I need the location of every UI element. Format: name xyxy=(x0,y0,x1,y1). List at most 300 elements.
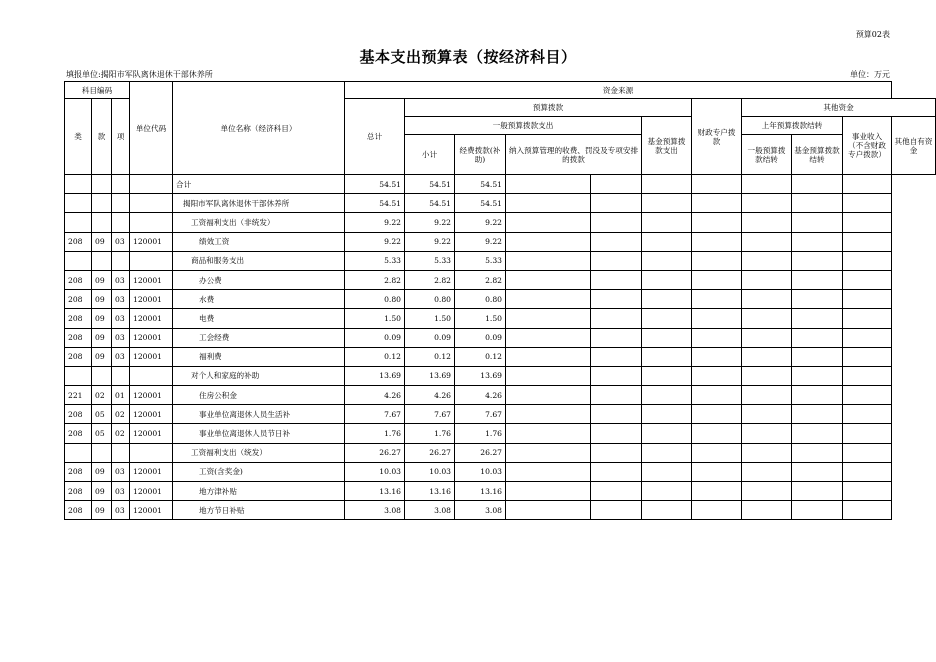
row-funding: 0.12 xyxy=(455,347,506,366)
row-unit-code xyxy=(130,366,173,385)
header-prior-year: 上年预算拨款结转 xyxy=(742,117,843,135)
row-unit-name: 地方节日补贴 xyxy=(173,501,345,520)
row-kuan: 09 xyxy=(92,462,112,481)
row-kuan: 05 xyxy=(92,424,112,443)
row-managed-income xyxy=(506,213,591,232)
row-general-carry xyxy=(692,424,742,443)
row-unit-name: 绩效工资 xyxy=(173,232,345,251)
row-xiang: 03 xyxy=(112,309,130,328)
table-row xyxy=(65,270,936,289)
row-general-carry xyxy=(692,232,742,251)
row-unit-code xyxy=(130,194,173,213)
row-xiang: 02 xyxy=(112,405,130,424)
row-fund-budget xyxy=(591,443,642,462)
row-general-carry xyxy=(692,175,742,194)
row-funding: 54.51 xyxy=(455,194,506,213)
row-managed-income xyxy=(506,194,591,213)
row-fiscal-special xyxy=(642,213,692,232)
row-total: 0.80 xyxy=(345,290,405,309)
row-other-self xyxy=(843,443,892,462)
row-total: 54.51 xyxy=(345,194,405,213)
table-row xyxy=(65,194,936,213)
row-fund-budget xyxy=(591,309,642,328)
row-fund-budget xyxy=(591,424,642,443)
row-lei: 221 xyxy=(65,386,92,405)
row-total: 9.22 xyxy=(345,213,405,232)
row-fiscal-special xyxy=(642,290,692,309)
row-unit-code: 120001 xyxy=(130,290,173,309)
row-unit-name: 对个人和家庭的补助 xyxy=(173,366,345,385)
header-xiang: 项 xyxy=(112,99,130,175)
row-lei: 208 xyxy=(65,309,92,328)
row-kuan xyxy=(92,251,112,270)
row-fund-budget xyxy=(591,482,642,501)
header-fund-source: 资金来源 xyxy=(345,82,892,99)
row-general-carry xyxy=(692,213,742,232)
row-funding: 1.50 xyxy=(455,309,506,328)
row-unit-name: 工会经费 xyxy=(173,328,345,347)
row-total: 1.76 xyxy=(345,424,405,443)
row-xiang: 03 xyxy=(112,270,130,289)
row-business-income xyxy=(792,213,843,232)
row-total: 26.27 xyxy=(345,443,405,462)
row-fiscal-special xyxy=(642,232,692,251)
row-fund-carry xyxy=(742,424,792,443)
row-xiang xyxy=(112,443,130,462)
row-unit-code: 120001 xyxy=(130,347,173,366)
row-kuan: 09 xyxy=(92,232,112,251)
row-business-income xyxy=(792,290,843,309)
row-funding: 4.26 xyxy=(455,386,506,405)
header-subject-code: 科目编码 xyxy=(65,82,130,99)
row-general-carry xyxy=(692,482,742,501)
row-subtotal: 9.22 xyxy=(405,232,455,251)
row-funding: 0.09 xyxy=(455,328,506,347)
row-unit-code: 120001 xyxy=(130,309,173,328)
row-funding: 3.08 xyxy=(455,501,506,520)
row-xiang: 01 xyxy=(112,386,130,405)
row-fund-budget xyxy=(591,232,642,251)
row-other-self xyxy=(843,482,892,501)
row-subtotal: 0.80 xyxy=(405,290,455,309)
table-row xyxy=(65,482,936,501)
row-managed-income xyxy=(506,309,591,328)
row-business-income xyxy=(792,309,843,328)
row-fiscal-special xyxy=(642,328,692,347)
row-subtotal: 9.22 xyxy=(405,213,455,232)
row-fiscal-special xyxy=(642,386,692,405)
row-fund-carry xyxy=(742,386,792,405)
table-row xyxy=(65,347,936,366)
row-lei: 208 xyxy=(65,405,92,424)
row-business-income xyxy=(792,270,843,289)
row-fiscal-special xyxy=(642,424,692,443)
row-other-self xyxy=(843,386,892,405)
row-other-self xyxy=(843,366,892,385)
page-title: 基本支出预算表（按经济科目） xyxy=(359,48,577,66)
row-business-income xyxy=(792,251,843,270)
row-xiang: 03 xyxy=(112,328,130,347)
table-row xyxy=(65,462,936,481)
row-managed-income xyxy=(506,482,591,501)
row-fiscal-special xyxy=(642,482,692,501)
row-kuan xyxy=(92,194,112,213)
row-xiang: 03 xyxy=(112,482,130,501)
table-row xyxy=(65,386,936,405)
header-total: 总计 xyxy=(345,99,405,175)
row-other-self xyxy=(843,462,892,481)
row-fund-carry xyxy=(742,290,792,309)
row-general-carry xyxy=(692,347,742,366)
row-general-carry xyxy=(692,462,742,481)
row-business-income xyxy=(792,194,843,213)
header-general-carry: 一般预算拨款结转 xyxy=(742,135,792,175)
row-managed-income xyxy=(506,405,591,424)
row-business-income xyxy=(792,443,843,462)
row-fiscal-special xyxy=(642,309,692,328)
row-managed-income xyxy=(506,501,591,520)
row-managed-income xyxy=(506,443,591,462)
row-kuan: 09 xyxy=(92,290,112,309)
row-managed-income xyxy=(506,424,591,443)
row-fund-carry xyxy=(742,443,792,462)
row-unit-name: 事业单位离退休人员节日补 xyxy=(173,424,345,443)
row-other-self xyxy=(843,309,892,328)
row-general-carry xyxy=(692,251,742,270)
header-unit-name: 单位名称（经济科目） xyxy=(173,82,345,175)
row-lei: 208 xyxy=(65,290,92,309)
row-subtotal: 1.76 xyxy=(405,424,455,443)
table-row xyxy=(65,213,936,232)
row-fund-carry xyxy=(742,366,792,385)
row-unit-name: 福利费 xyxy=(173,347,345,366)
row-total: 13.69 xyxy=(345,366,405,385)
row-general-carry xyxy=(692,290,742,309)
row-other-self xyxy=(843,328,892,347)
row-total: 2.82 xyxy=(345,270,405,289)
row-fund-carry xyxy=(742,347,792,366)
row-fund-budget xyxy=(591,405,642,424)
row-unit-code xyxy=(130,175,173,194)
row-business-income xyxy=(792,347,843,366)
row-other-self xyxy=(843,405,892,424)
row-lei: 208 xyxy=(65,501,92,520)
row-lei: 208 xyxy=(65,482,92,501)
row-fiscal-special xyxy=(642,366,692,385)
row-unit-code xyxy=(130,443,173,462)
table-row xyxy=(65,232,936,251)
row-other-self xyxy=(843,270,892,289)
row-fund-budget xyxy=(591,501,642,520)
row-subtotal: 13.16 xyxy=(405,482,455,501)
budget-table xyxy=(64,81,936,520)
row-kuan: 09 xyxy=(92,501,112,520)
row-managed-income xyxy=(506,462,591,481)
row-fund-budget xyxy=(591,213,642,232)
row-xiang: 03 xyxy=(112,347,130,366)
row-unit-code xyxy=(130,213,173,232)
row-total: 0.09 xyxy=(345,328,405,347)
row-unit-name: 事业单位离退休人员生活补 xyxy=(173,405,345,424)
table-row xyxy=(65,251,936,270)
row-fund-carry xyxy=(742,328,792,347)
row-unit-code xyxy=(130,251,173,270)
row-fund-budget xyxy=(591,366,642,385)
row-unit-name: 揭阳市军队离休退休干部休养所 xyxy=(173,194,345,213)
row-subtotal: 0.12 xyxy=(405,347,455,366)
row-business-income xyxy=(792,386,843,405)
header-other-self: 其他自有资金 xyxy=(892,117,936,175)
row-lei: 208 xyxy=(65,270,92,289)
row-other-self xyxy=(843,501,892,520)
row-xiang xyxy=(112,251,130,270)
row-lei: 208 xyxy=(65,328,92,347)
row-unit-name: 商品和服务支出 xyxy=(173,251,345,270)
header-fund-carry: 基金预算拨款结转 xyxy=(792,135,843,175)
row-general-carry xyxy=(692,405,742,424)
row-total: 5.33 xyxy=(345,251,405,270)
row-subtotal: 26.27 xyxy=(405,443,455,462)
row-kuan xyxy=(92,175,112,194)
header-unit-code: 单位代码 xyxy=(130,82,173,175)
row-subtotal: 5.33 xyxy=(405,251,455,270)
row-funding: 13.16 xyxy=(455,482,506,501)
row-fiscal-special xyxy=(642,270,692,289)
row-subtotal: 1.50 xyxy=(405,309,455,328)
row-other-self xyxy=(843,213,892,232)
row-xiang: 03 xyxy=(112,290,130,309)
row-other-self xyxy=(843,347,892,366)
table-row xyxy=(65,175,936,194)
row-unit-code: 120001 xyxy=(130,328,173,347)
row-lei xyxy=(65,443,92,462)
row-managed-income xyxy=(506,270,591,289)
row-other-self xyxy=(843,194,892,213)
row-other-self xyxy=(843,232,892,251)
row-kuan xyxy=(92,443,112,462)
row-fund-carry xyxy=(742,309,792,328)
row-kuan: 02 xyxy=(92,386,112,405)
header-managed-income: 纳入预算管理的收费、罚没及专项安排的拨款 xyxy=(506,135,642,175)
row-fund-carry xyxy=(742,213,792,232)
row-subtotal: 4.26 xyxy=(405,386,455,405)
row-xiang xyxy=(112,366,130,385)
row-subtotal: 54.51 xyxy=(405,175,455,194)
row-lei xyxy=(65,251,92,270)
row-fiscal-special xyxy=(642,251,692,270)
row-total: 13.16 xyxy=(345,482,405,501)
row-managed-income xyxy=(506,232,591,251)
row-lei xyxy=(65,213,92,232)
row-fund-budget xyxy=(591,462,642,481)
row-general-carry xyxy=(692,501,742,520)
row-fund-budget xyxy=(591,270,642,289)
row-funding: 26.27 xyxy=(455,443,506,462)
row-kuan: 09 xyxy=(92,328,112,347)
row-managed-income xyxy=(506,251,591,270)
row-unit-name: 办公费 xyxy=(173,270,345,289)
row-fund-budget xyxy=(591,175,642,194)
row-xiang xyxy=(112,213,130,232)
row-fund-carry xyxy=(742,482,792,501)
row-total: 10.03 xyxy=(345,462,405,481)
row-general-carry xyxy=(692,366,742,385)
row-other-self xyxy=(843,251,892,270)
row-total: 3.08 xyxy=(345,501,405,520)
row-funding: 5.33 xyxy=(455,251,506,270)
row-subtotal: 54.51 xyxy=(405,194,455,213)
header-general-budget: 一般预算拨款支出 xyxy=(405,117,642,135)
row-lei: 208 xyxy=(65,424,92,443)
row-unit-code: 120001 xyxy=(130,386,173,405)
row-other-self xyxy=(843,424,892,443)
row-general-carry xyxy=(692,443,742,462)
row-xiang xyxy=(112,175,130,194)
row-business-income xyxy=(792,405,843,424)
row-business-income xyxy=(792,424,843,443)
row-funding: 9.22 xyxy=(455,213,506,232)
row-business-income xyxy=(792,175,843,194)
row-business-income xyxy=(792,462,843,481)
row-business-income xyxy=(792,501,843,520)
header-lei: 类 xyxy=(65,99,92,175)
row-unit-name: 工资福利支出（非统发） xyxy=(173,213,345,232)
table-row xyxy=(65,328,936,347)
header-other-funds: 其他资金 xyxy=(742,99,936,117)
header-funding: 经费拨款(补助) xyxy=(455,135,506,175)
form-number: 预算02表 xyxy=(855,30,890,39)
header-business-income: 事业收入（不含财政专户拨款） xyxy=(843,117,892,175)
row-business-income xyxy=(792,482,843,501)
row-kuan: 09 xyxy=(92,309,112,328)
row-funding: 7.67 xyxy=(455,405,506,424)
row-fund-budget xyxy=(591,386,642,405)
row-funding: 54.51 xyxy=(455,175,506,194)
table-row xyxy=(65,309,936,328)
row-unit-name: 水费 xyxy=(173,290,345,309)
row-unit-code: 120001 xyxy=(130,424,173,443)
row-funding: 10.03 xyxy=(455,462,506,481)
row-fiscal-special xyxy=(642,194,692,213)
row-total: 54.51 xyxy=(345,175,405,194)
row-fiscal-special xyxy=(642,443,692,462)
row-managed-income xyxy=(506,386,591,405)
table-row xyxy=(65,290,936,309)
row-fund-budget xyxy=(591,290,642,309)
row-xiang: 03 xyxy=(112,501,130,520)
header-fund-budget: 基金预算拨款支出 xyxy=(642,117,692,175)
header-subtotal: 小计 xyxy=(405,135,455,175)
row-subtotal: 10.03 xyxy=(405,462,455,481)
row-general-carry xyxy=(692,194,742,213)
row-managed-income xyxy=(506,290,591,309)
row-fund-carry xyxy=(742,251,792,270)
row-kuan: 09 xyxy=(92,270,112,289)
row-managed-income xyxy=(506,175,591,194)
row-fund-budget xyxy=(591,328,642,347)
table-row xyxy=(65,443,936,462)
row-total: 1.50 xyxy=(345,309,405,328)
row-unit-code: 120001 xyxy=(130,405,173,424)
row-subtotal: 3.08 xyxy=(405,501,455,520)
header-fiscal-special: 财政专户拨款 xyxy=(692,99,742,175)
row-unit-code: 120001 xyxy=(130,232,173,251)
row-managed-income xyxy=(506,328,591,347)
row-unit-code: 120001 xyxy=(130,270,173,289)
row-kuan xyxy=(92,213,112,232)
row-funding: 9.22 xyxy=(455,232,506,251)
row-general-carry xyxy=(692,309,742,328)
row-subtotal: 2.82 xyxy=(405,270,455,289)
row-funding: 1.76 xyxy=(455,424,506,443)
row-subtotal: 13.69 xyxy=(405,366,455,385)
row-subtotal: 0.09 xyxy=(405,328,455,347)
row-lei xyxy=(65,175,92,194)
row-lei: 208 xyxy=(65,347,92,366)
row-kuan: 05 xyxy=(92,405,112,424)
header-budget-alloc: 预算拨款 xyxy=(405,99,692,117)
row-fiscal-special xyxy=(642,405,692,424)
row-total: 9.22 xyxy=(345,232,405,251)
row-lei: 208 xyxy=(65,232,92,251)
row-unit-code: 120001 xyxy=(130,482,173,501)
row-business-income xyxy=(792,366,843,385)
row-kuan: 09 xyxy=(92,347,112,366)
row-funding: 0.80 xyxy=(455,290,506,309)
row-business-income xyxy=(792,328,843,347)
row-general-carry xyxy=(692,386,742,405)
row-unit-name: 地方津补贴 xyxy=(173,482,345,501)
row-total: 7.67 xyxy=(345,405,405,424)
header-kuan: 款 xyxy=(92,99,112,175)
row-lei xyxy=(65,366,92,385)
row-fund-carry xyxy=(742,270,792,289)
row-other-self xyxy=(843,290,892,309)
row-fund-budget xyxy=(591,194,642,213)
row-unit-name: 工资(含奖金) xyxy=(173,462,345,481)
row-xiang: 03 xyxy=(112,232,130,251)
row-fund-budget xyxy=(591,347,642,366)
row-fund-carry xyxy=(742,232,792,251)
row-xiang xyxy=(112,194,130,213)
row-xiang: 03 xyxy=(112,462,130,481)
row-managed-income xyxy=(506,347,591,366)
reporting-unit: 填报单位:揭阳市军队离休退休干部休养所 xyxy=(66,70,213,79)
row-business-income xyxy=(792,232,843,251)
table-row xyxy=(65,366,936,385)
row-fiscal-special xyxy=(642,347,692,366)
row-fund-carry xyxy=(742,175,792,194)
table-row xyxy=(65,424,936,443)
row-fund-carry xyxy=(742,194,792,213)
row-fiscal-special xyxy=(642,501,692,520)
row-unit-name: 住房公积金 xyxy=(173,386,345,405)
row-general-carry xyxy=(692,328,742,347)
row-fund-carry xyxy=(742,462,792,481)
currency-unit: 单位：万元 xyxy=(850,70,890,79)
row-unit-name: 工资福利支出（统发） xyxy=(173,443,345,462)
row-xiang: 02 xyxy=(112,424,130,443)
row-fiscal-special xyxy=(642,462,692,481)
table-row xyxy=(65,501,936,520)
row-other-self xyxy=(843,175,892,194)
row-general-carry xyxy=(692,270,742,289)
row-fund-budget xyxy=(591,251,642,270)
row-kuan xyxy=(92,366,112,385)
row-managed-income xyxy=(506,366,591,385)
row-kuan: 09 xyxy=(92,482,112,501)
row-lei xyxy=(65,194,92,213)
